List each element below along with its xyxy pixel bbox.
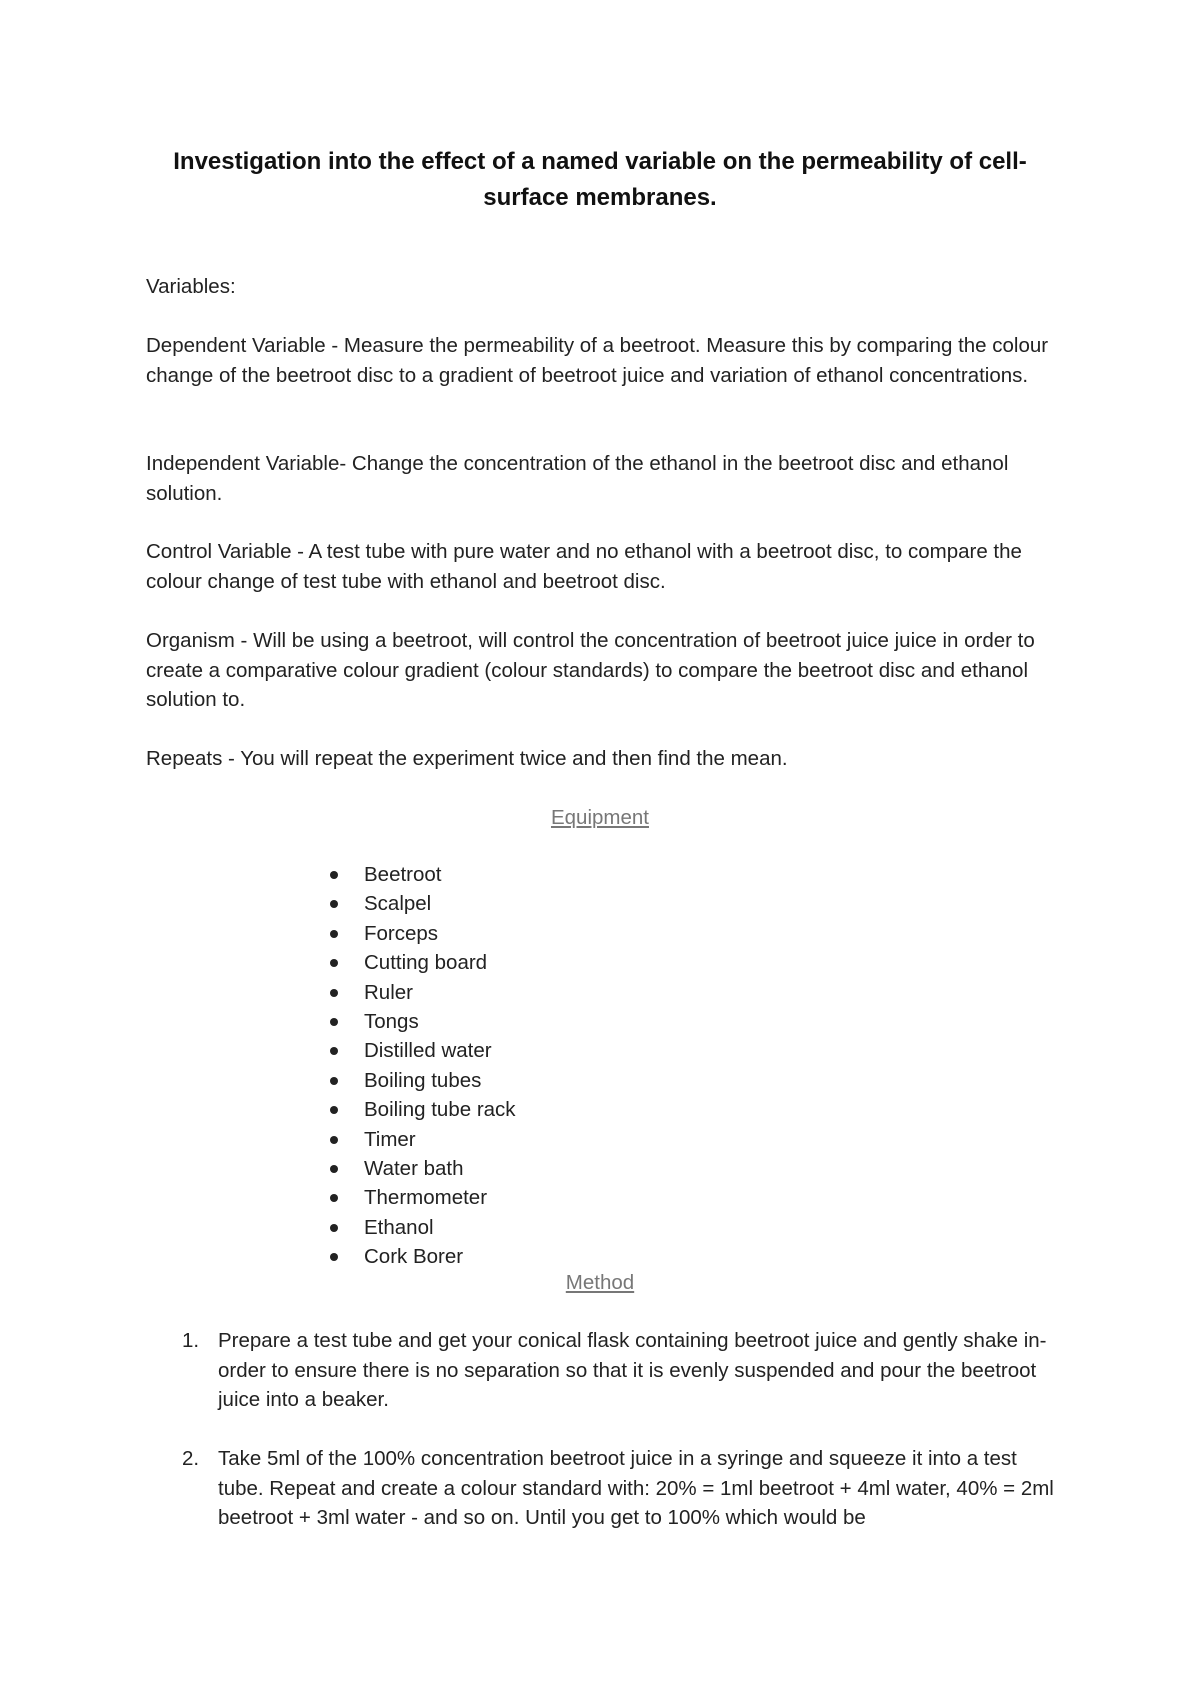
bullet-icon bbox=[330, 1018, 338, 1026]
equipment-item bbox=[320, 1066, 516, 1095]
independent-variable-paragraph: Independent Variable- Change the concentration of the ethanol in the beetroot disc and ethanol solution. bbox=[146, 452, 1009, 505]
equipment-item-label: Tongs bbox=[364, 1009, 419, 1033]
equipment-item-label: Cork Borer bbox=[364, 1245, 464, 1269]
method-list bbox=[146, 1326, 1066, 1562]
equipment-item bbox=[320, 860, 516, 889]
equipment-item-label: Ruler bbox=[364, 980, 413, 1004]
equipment-item bbox=[320, 978, 516, 1007]
bullet-icon bbox=[330, 989, 338, 997]
method-step-text: Take 5ml of the 100% concentration beetroot juice in a syringe and squeeze it into a test tube. Repeat and create a colour standard with: 20% = 1ml beetroot + 4ml water, 40% = 2ml beetroot + 3ml water - and so on. Until you get to 100% which would be bbox=[218, 1447, 1054, 1529]
method-step bbox=[146, 1444, 1066, 1533]
equipment-item-label: Beetroot bbox=[364, 863, 442, 886]
bullet-icon bbox=[330, 1077, 338, 1085]
repeats-paragraph: Repeats - You will repeat the experiment twice and then find the mean. bbox=[146, 747, 788, 770]
bullet-icon bbox=[330, 1165, 338, 1173]
equipment-item bbox=[320, 1036, 516, 1065]
equipment-item bbox=[320, 889, 516, 918]
equipment-item-label: Timer bbox=[364, 1127, 416, 1151]
organism-paragraph: Organism - Will be using a beetroot, will control the concentration of beetroot juice juice in order to create a comparative colour gradient (colour standards) to compare the beetroot disc and ethanol solution to. bbox=[146, 629, 1035, 711]
equipment-item-label: Scalpel bbox=[364, 892, 432, 916]
control-variable-paragraph: Control Variable - A test tube with pure water and no ethanol with a beetroot disc, to compare the colour change of test tube with ethanol and beetroot disc. bbox=[146, 540, 1022, 593]
equipment-item bbox=[320, 1125, 516, 1154]
equipment-item-label: Distilled water bbox=[364, 1039, 492, 1063]
equipment-list bbox=[320, 860, 516, 1271]
equipment-item bbox=[320, 1154, 516, 1183]
method-step-number: 2. bbox=[182, 1447, 200, 1470]
equipment-item bbox=[320, 1007, 516, 1036]
equipment-item-label: Cutting board bbox=[364, 951, 488, 975]
bullet-icon bbox=[330, 1136, 338, 1144]
bullet-icon bbox=[330, 900, 338, 908]
bullet-icon bbox=[330, 871, 338, 879]
equipment-heading: Equipment bbox=[550, 806, 649, 829]
equipment-item-label: Boiling tube rack bbox=[364, 1098, 516, 1122]
method-step-text: Prepare a test tube and get your conical flask containing beetroot juice and gently shake in-order to ensure there is no separation so that it is evenly suspended and pour the beetroot juice into a beaker. bbox=[218, 1329, 1047, 1411]
method-heading: Method bbox=[565, 1271, 635, 1294]
bullet-icon bbox=[330, 1106, 338, 1114]
bullet-icon bbox=[330, 1253, 338, 1261]
bullet-icon bbox=[330, 1224, 338, 1232]
equipment-item-label: Thermometer bbox=[364, 1186, 488, 1210]
method-step-number: 1. bbox=[182, 1329, 200, 1352]
bullet-icon bbox=[330, 930, 338, 938]
equipment-item bbox=[320, 919, 516, 948]
equipment-item bbox=[320, 1095, 516, 1124]
variables-label: Variables: bbox=[146, 275, 236, 298]
equipment-item-label: Ethanol bbox=[364, 1215, 434, 1239]
equipment-item bbox=[320, 1183, 516, 1212]
equipment-item bbox=[320, 948, 516, 977]
bullet-icon bbox=[330, 1194, 338, 1202]
dependent-variable-paragraph: Dependent Variable - Measure the permeability of a beetroot. Measure this by comparing the colour change of the beetroot disc to a gradient of beetroot juice and variation of ethanol concentrations. bbox=[146, 334, 1049, 387]
equipment-item-label: Forceps bbox=[364, 921, 439, 945]
document-title: Investigation into the effect of a named variable on the permeability of cell-surface membranes. bbox=[173, 148, 1027, 211]
method-step bbox=[146, 1326, 1066, 1415]
bullet-icon bbox=[330, 1047, 338, 1055]
equipment-item-label: Water bath bbox=[364, 1156, 464, 1180]
equipment-item bbox=[320, 1213, 516, 1242]
bullet-icon bbox=[330, 959, 338, 967]
equipment-item-label: Boiling tubes bbox=[364, 1068, 482, 1092]
